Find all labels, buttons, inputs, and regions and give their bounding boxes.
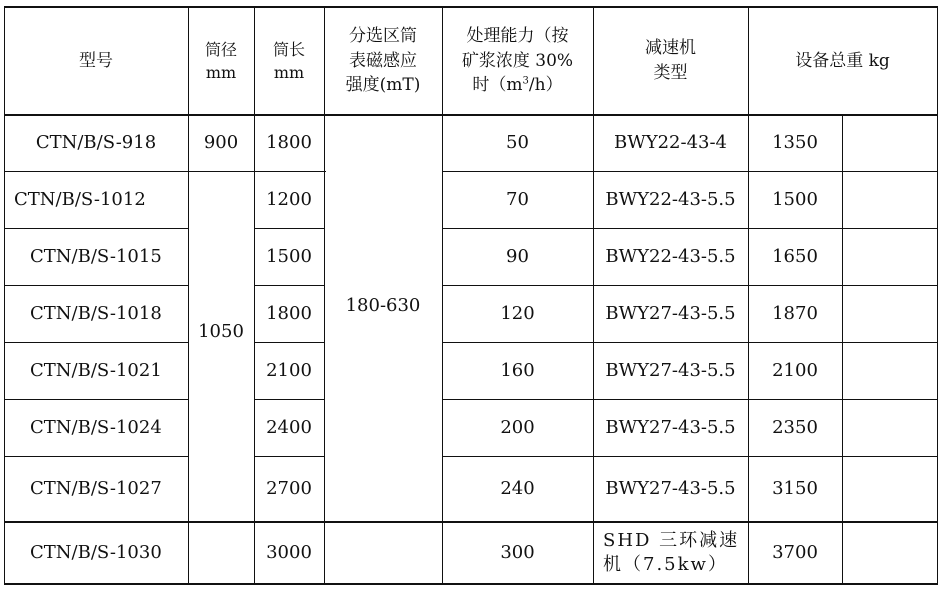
header-field-strength: 分选区筒 表磁感应 强度(mT) bbox=[345, 26, 421, 96]
v-line bbox=[842, 114, 843, 585]
cell-weight: 1650 bbox=[772, 245, 818, 267]
cell-length: 2100 bbox=[266, 359, 312, 381]
cell-model: CTN/B/S-1018 bbox=[30, 302, 162, 324]
cell-reducer: BWY27-43-5.5 bbox=[605, 302, 736, 324]
header-capacity bbox=[442, 8, 593, 114]
cell-reducer: BWY27-43-5.5 bbox=[605, 477, 736, 499]
cell-model: CTN/B/S-1030 bbox=[30, 541, 162, 563]
cell-reducer: BWY22-43-4 bbox=[613, 132, 728, 154]
cell-model: CTN/B/S-1024 bbox=[30, 416, 162, 438]
header-capacity-line3: 时$(m^3/h)$ bbox=[472, 75, 563, 96]
cell-capacity: 50 bbox=[506, 132, 529, 154]
diameter-merged-value: 1050 bbox=[198, 320, 244, 342]
cell-weight: 2100 bbox=[772, 359, 818, 381]
cell-length: 1500 bbox=[266, 245, 312, 267]
cell-length: 2400 bbox=[266, 416, 312, 438]
cell-model: CTN/B/S-1021 bbox=[30, 359, 162, 381]
field-strength-value: 180-630 bbox=[345, 294, 421, 316]
cell-length: 1200 bbox=[266, 188, 312, 210]
cell-weight: 1350 bbox=[772, 132, 818, 154]
cell-capacity: 300 bbox=[500, 541, 535, 563]
cell-reducer: BWY22-43-5.5 bbox=[605, 245, 736, 267]
cell-weight: 3700 bbox=[772, 541, 818, 563]
v-line bbox=[937, 6, 938, 585]
cell-reducer: BWY27-43-5.5 bbox=[605, 359, 736, 381]
header-diameter: 筒径 mm bbox=[204, 39, 237, 82]
cell-length: 1800 bbox=[266, 132, 312, 154]
header-reducer: 减速机 类型 bbox=[645, 38, 696, 83]
h-line bbox=[4, 583, 938, 585]
cell-length: 2700 bbox=[266, 477, 312, 499]
cell-capacity: 200 bbox=[500, 416, 535, 438]
cell-weight: 2350 bbox=[772, 416, 818, 438]
cell-model: CTN/B/S-1027 bbox=[30, 477, 162, 499]
cell-capacity: 240 bbox=[500, 477, 535, 499]
cell-capacity: 90 bbox=[506, 245, 529, 267]
header-model: 型号 bbox=[79, 50, 113, 71]
cell-weight: 3150 bbox=[772, 477, 818, 499]
header-weight: 设备总重 kg bbox=[795, 50, 890, 71]
header-capacity-line2: 矿浆浓度 30% bbox=[461, 50, 574, 71]
cell-diameter: 900 bbox=[203, 132, 239, 154]
header-length: 筒长 mm bbox=[272, 39, 305, 82]
cell-capacity: 120 bbox=[500, 302, 535, 324]
cell-model: CTN/B/S-1012 bbox=[14, 188, 146, 210]
cell-model: CTN/B/S-1015 bbox=[30, 245, 162, 267]
cell-capacity: 70 bbox=[506, 188, 529, 210]
header-capacity-line1: 处理能力（按 bbox=[466, 26, 569, 47]
cell-reducer: BWY22-43-5.5 bbox=[605, 188, 736, 210]
cell-capacity: 160 bbox=[500, 359, 535, 381]
cell-reducer: BWY27-43-5.5 bbox=[605, 416, 736, 438]
cell-reducer: SHD 三环减速 机（7.5kw） bbox=[603, 529, 740, 575]
cell-model: CTN/B/S-918 bbox=[35, 132, 157, 154]
cell-length: 3000 bbox=[266, 541, 312, 563]
cell-length: 1800 bbox=[266, 302, 312, 324]
cell-weight: 1870 bbox=[772, 302, 818, 324]
cell-weight: 1500 bbox=[772, 188, 818, 210]
